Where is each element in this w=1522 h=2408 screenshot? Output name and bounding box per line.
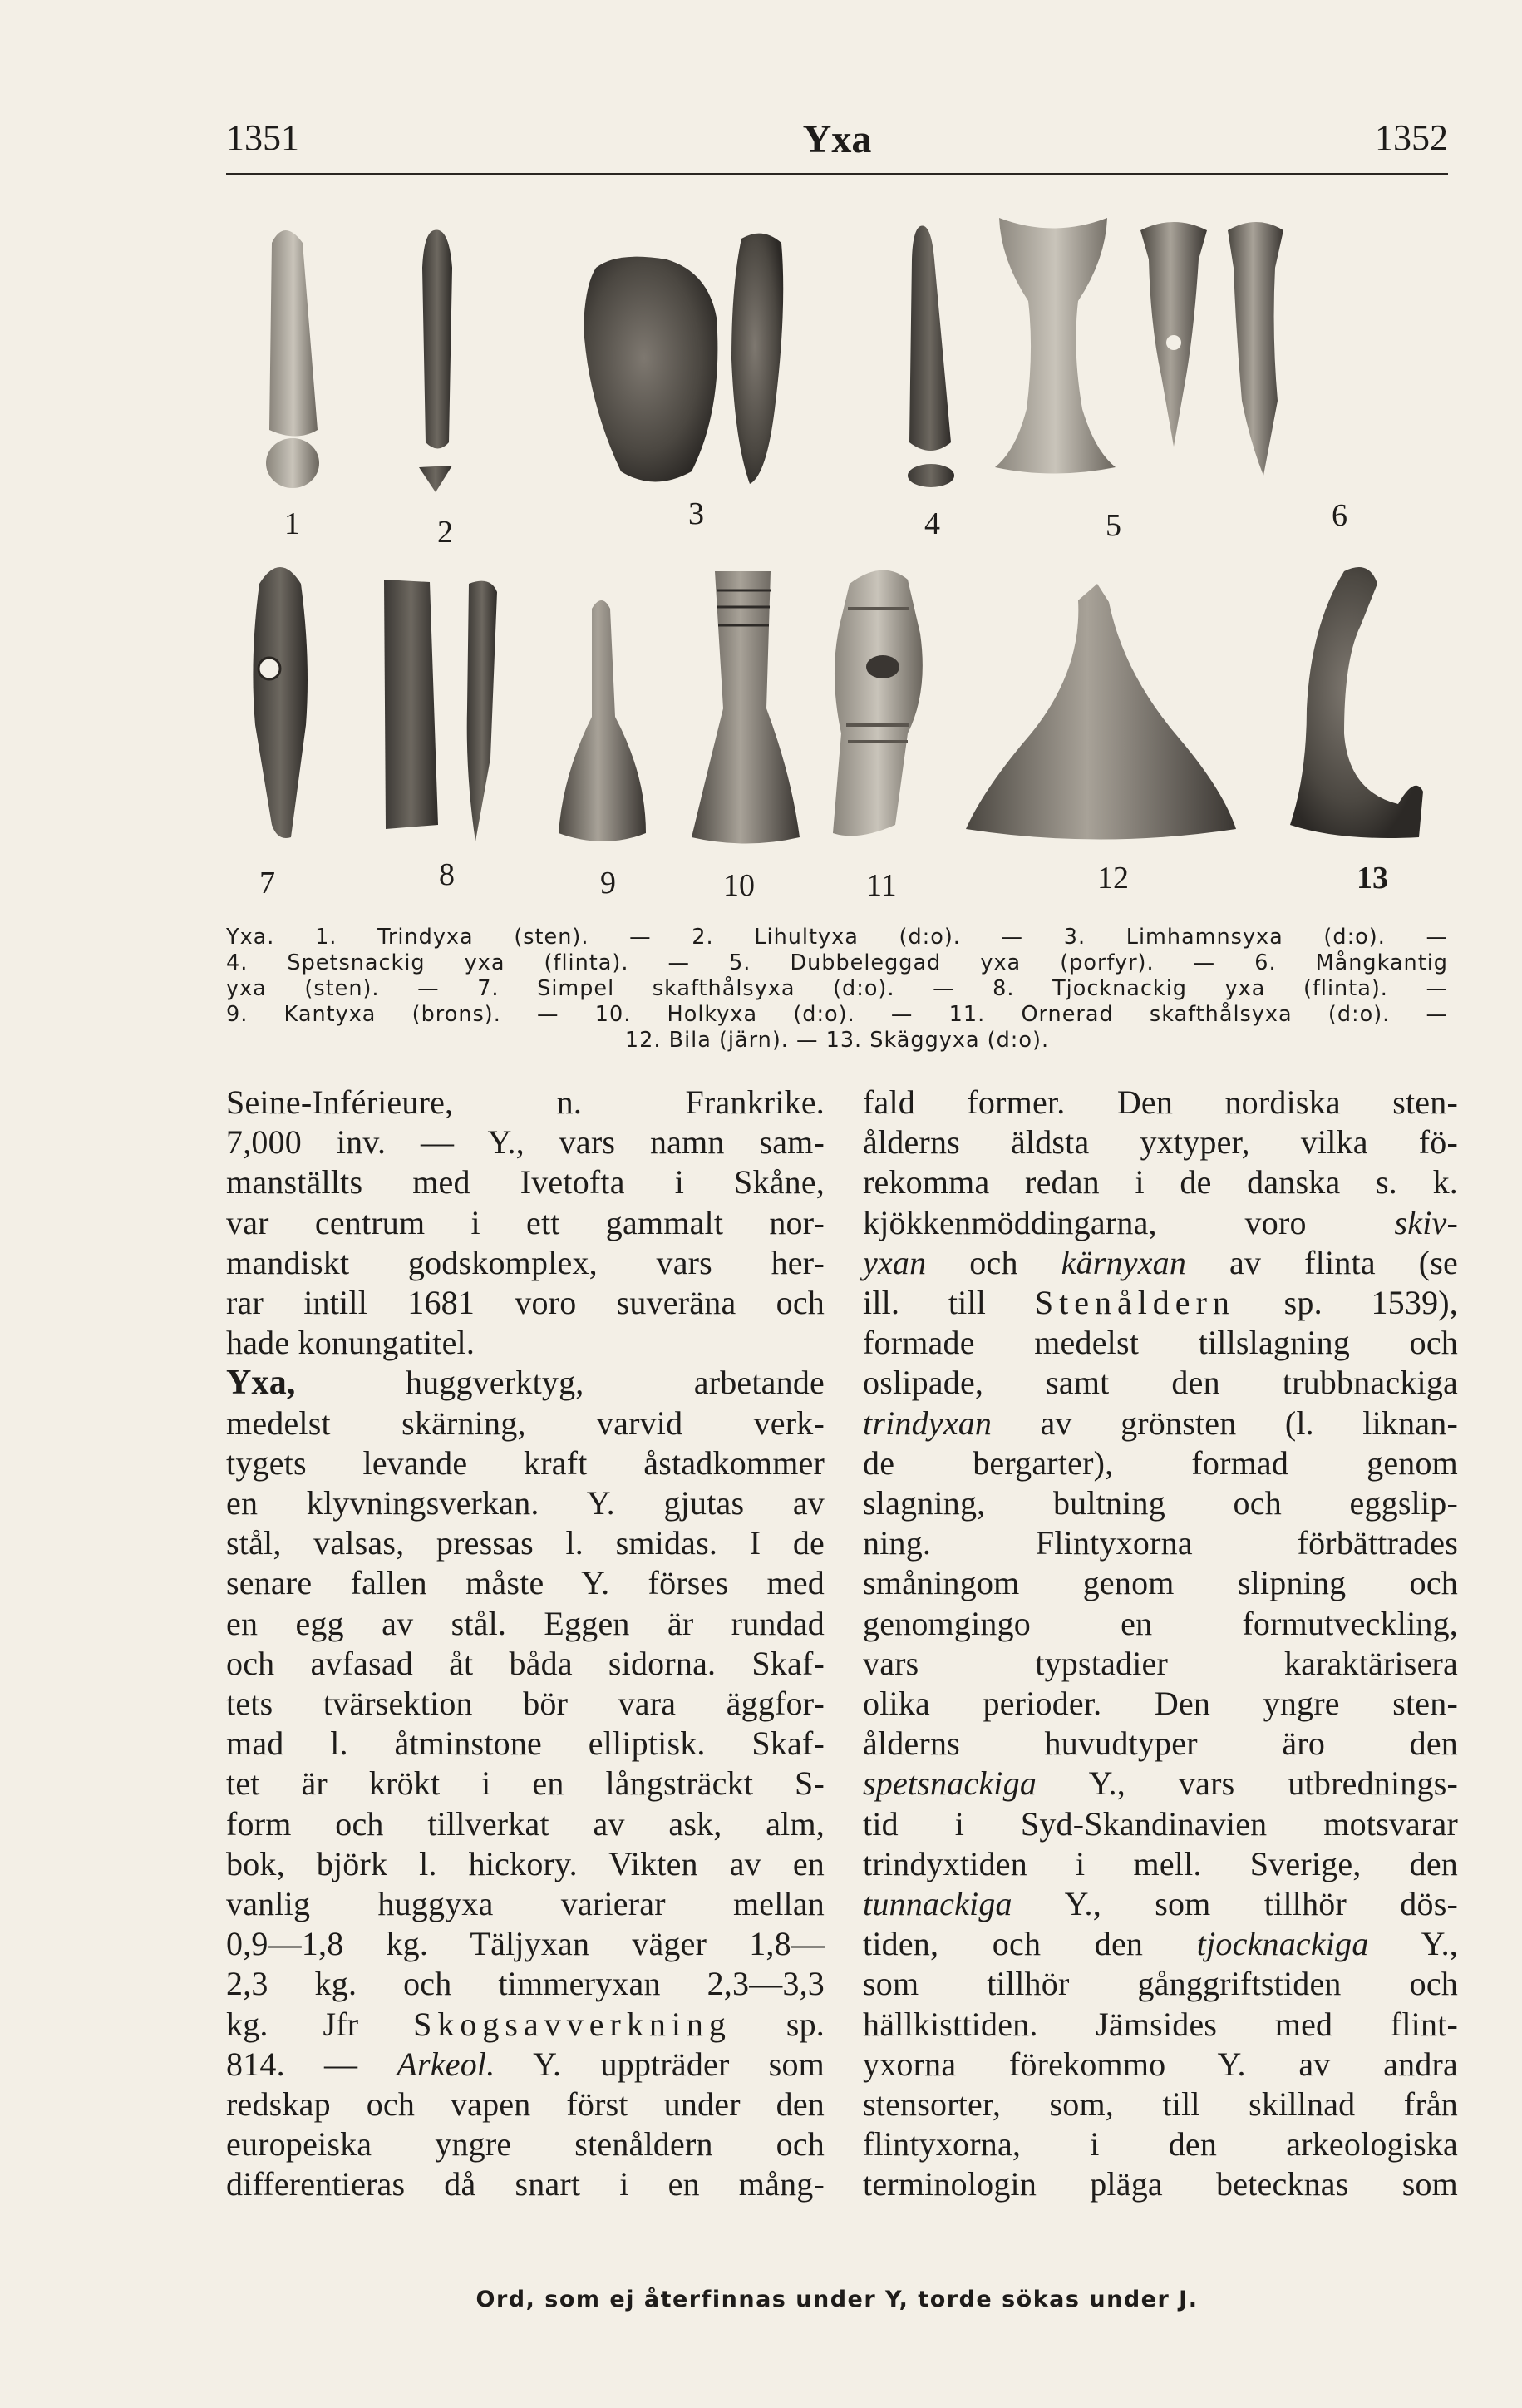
text-line: en klyvningsverkan. Y. gjutas av bbox=[226, 1484, 825, 1522]
figure-label-8: 8 bbox=[439, 857, 455, 892]
axe-13-skaggyxa bbox=[1290, 567, 1423, 838]
caption-line: 12. Bila (järn). — 13. Skäggyxa (d:o). bbox=[624, 1028, 1050, 1053]
left-column bbox=[226, 1083, 825, 2205]
text-line: 2,3 kg. och timmeryxan 2,3—3,3 bbox=[226, 1965, 825, 2003]
cross-reference-line: ill. till Stenåldern sp. 1539), bbox=[863, 1284, 1459, 1322]
text-line: ålderns huvudtyper äro den bbox=[863, 1725, 1458, 1763]
axe-12-bila bbox=[966, 584, 1236, 840]
figure-label-11: 11 bbox=[866, 868, 897, 903]
text-line: småningom genom slipning och bbox=[863, 1564, 1458, 1602]
subsection-line: 814. — Arkeol. Y. uppträder som bbox=[226, 2045, 825, 2083]
text-line: var centrum i ett gammalt nor- bbox=[226, 1203, 825, 1241]
text-line: flintyxorna, i den arkeologiska bbox=[863, 2125, 1458, 2164]
axe-illustration bbox=[226, 193, 1448, 925]
figure-label-9: 9 bbox=[600, 866, 616, 901]
text-line: vars typstadier karaktärisera bbox=[863, 1644, 1458, 1682]
left-page-number: 1351 bbox=[226, 117, 299, 158]
figure-caption bbox=[226, 925, 1448, 1054]
text-line: spetsnackiga Y., vars utbrednings- bbox=[863, 1764, 1458, 1803]
figure-label-1: 1 bbox=[284, 506, 300, 541]
axe-9-kantyxa bbox=[559, 600, 646, 841]
axe-3-limhamnsyxa bbox=[584, 234, 783, 484]
text-line: fald former. Den nordiska sten- bbox=[863, 1083, 1458, 1121]
text-line: 7,000 inv. — Y., vars namn sam- bbox=[226, 1123, 825, 1162]
axe-7-simpel-skafthalsyxa bbox=[253, 567, 308, 838]
subsection-label: Arkeol. bbox=[397, 2045, 495, 2083]
text-line: hällkisttiden. Jämsides med flint- bbox=[863, 2005, 1458, 2043]
text-line: tygets levande kraft åstadkommer bbox=[226, 1443, 825, 1482]
text-line: tets tvärsektion bör vara äggfor- bbox=[226, 1685, 825, 1723]
figure-label-6: 6 bbox=[1332, 498, 1347, 533]
axe-4-spetsnackig-yxa bbox=[908, 226, 954, 488]
text-line: tet är krökt i en långsträckt S- bbox=[226, 1764, 825, 1803]
text-line: formade medelst tillslagning och bbox=[863, 1324, 1458, 1362]
caption-line: Yxa. 1. Trindyxa (sten). — 2. Lihultyxa (d:o). — 3. Limhamnsyxa (d:o). — bbox=[226, 925, 1448, 950]
figure-label-2: 2 bbox=[437, 515, 453, 550]
text-line: olika perioder. Den yngre sten- bbox=[863, 1685, 1458, 1723]
text-line: stål, valsas, pressas l. smidas. I de bbox=[226, 1524, 825, 1562]
figure-label-13: 13 bbox=[1357, 861, 1388, 896]
text-line: rar intill 1681 voro suveräna och bbox=[226, 1284, 825, 1322]
caption-line: 9. Kantyxa (brons). — 10. Holkyxa (d:o). — 11. Ornerad skafthålsyxa (d:o). — bbox=[226, 1002, 1448, 1027]
text-line: yxorna förekommo Y. av andra bbox=[863, 2045, 1458, 2083]
text-line: vanlig huggyxa varierar mellan bbox=[226, 1885, 825, 1923]
entry-headword: Yxa, bbox=[226, 1364, 296, 1403]
header-rule bbox=[226, 173, 1448, 175]
text-line: en egg av stål. Eggen är rundad bbox=[226, 1604, 825, 1642]
text-line: terminologin pläga betecknas som bbox=[863, 2165, 1458, 2203]
caption-line: yxa (sten). — 7. Simpel skafthålsyxa (d:o). — 8. Tjocknackig yxa (flinta). — bbox=[226, 976, 1448, 1001]
text-line: mandiskt godskomplex, vars her- bbox=[226, 1243, 825, 1281]
right-page-number: 1352 bbox=[1375, 117, 1448, 158]
cross-reference-link[interactable]: Skogsavverkning bbox=[413, 2005, 731, 2043]
figure-label-5: 5 bbox=[1106, 508, 1121, 543]
text-line: hade konungatitel. bbox=[226, 1324, 475, 1362]
figure-label-12: 12 bbox=[1097, 861, 1129, 896]
text-line: ning. Flintyxorna förbättrades bbox=[863, 1524, 1458, 1562]
figure-label-4: 4 bbox=[924, 506, 940, 541]
axe-8-tjocknackig-yxa bbox=[384, 580, 497, 841]
axe-5-dubbeleggad-yxa bbox=[995, 218, 1116, 474]
axe-11-ornerad-skafthalsyxa bbox=[833, 570, 923, 836]
page-footer-note: Ord, som ej återfinnas under Y, torde sökas under J. bbox=[475, 2287, 1199, 2312]
text-line: slagning, bultning och eggslip- bbox=[863, 1484, 1458, 1522]
text-line: mad l. åtminstone elliptisk. Skaf- bbox=[226, 1725, 825, 1763]
axe-6-mangkantig-yxa bbox=[1140, 222, 1283, 476]
text-line: tunnackiga Y., som tillhör dös- bbox=[863, 1885, 1458, 1923]
text-line: de bergarter), formad genom bbox=[863, 1443, 1458, 1482]
page-title: Yxa bbox=[802, 117, 872, 161]
text-line: oslipade, samt den trubbnackiga bbox=[863, 1364, 1458, 1402]
page-header bbox=[226, 116, 1448, 166]
text-line: form och tillverkat av ask, alm, bbox=[226, 1804, 825, 1843]
axe-1-trindyxa bbox=[266, 230, 319, 488]
text-line: rekomma redan i de danska s. k. bbox=[863, 1163, 1458, 1202]
axe-10-holkyxa bbox=[692, 571, 800, 844]
text-line: manställts med Ivetofta i Skåne, bbox=[226, 1163, 825, 1202]
axe-2-lihultyxa bbox=[419, 230, 452, 492]
text-line: stensorter, som, till skillnad från bbox=[863, 2085, 1458, 2124]
text-line: redskap och vapen först under den bbox=[226, 2085, 825, 2124]
cross-reference-link[interactable]: Stenåldern bbox=[1034, 1284, 1235, 1322]
text-line: 0,9—1,8 kg. Täljyxan väger 1,8— bbox=[226, 1925, 825, 1963]
text-line: Seine-Inférieure, n. Frankrike. bbox=[226, 1083, 825, 1121]
right-column bbox=[863, 1083, 1458, 2205]
text-line: differentieras då snart i en mång- bbox=[226, 2165, 825, 2203]
figure-label-10: 10 bbox=[723, 868, 755, 903]
figure-label-7: 7 bbox=[259, 866, 275, 901]
text-line: som tillhör gånggriftstiden och bbox=[863, 1965, 1458, 2003]
text-line: medelst skärning, varvid verk- bbox=[226, 1404, 825, 1442]
text-line: genomgingo en formutveckling, bbox=[863, 1604, 1458, 1642]
text-line: kjökkenmöddingarna, voro skiv- bbox=[863, 1203, 1458, 1241]
text-line: trindyxan av grönsten (l. liknan- bbox=[863, 1404, 1458, 1442]
text-line: senare fallen måste Y. förses med bbox=[226, 1564, 825, 1602]
text-line: och avfasad åt båda sidorna. Skaf- bbox=[226, 1644, 825, 1682]
text-line: yxan och kärnyxan av flinta (se bbox=[863, 1243, 1458, 1281]
caption-line: 4. Spetsnackig yxa (flinta). — 5. Dubbeleggad yxa (porfyr). — 6. Mångkantig bbox=[226, 950, 1448, 975]
text-line: bok, björk l. hickory. Vikten av en bbox=[226, 1844, 825, 1882]
cross-reference-line: kg. Jfr Skogsavverkning sp. bbox=[226, 2005, 825, 2043]
text-line: tiden, och den tjocknackiga Y., bbox=[863, 1925, 1458, 1963]
figure-label-3: 3 bbox=[688, 496, 704, 531]
text-line: trindyxtiden i mell. Sverige, den bbox=[863, 1844, 1458, 1882]
text-line: europeiska yngre stenåldern och bbox=[226, 2125, 825, 2164]
entry-first-line: Yxa, huggverktyg, arbetande bbox=[226, 1364, 825, 1403]
text-line: ålderns äldsta yxtyper, vilka fö- bbox=[863, 1123, 1458, 1162]
text-line: tid i Syd-Skandinavien motsvarar bbox=[863, 1804, 1458, 1843]
